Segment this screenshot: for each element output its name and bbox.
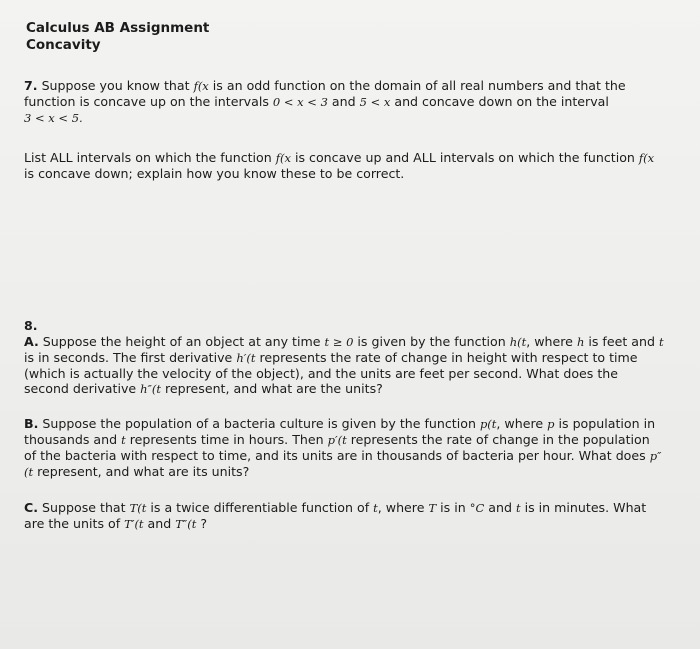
question-8a [24, 334, 664, 397]
q8a-text: is in seconds. The first derivative [24, 350, 237, 365]
q8c-text: , where [377, 500, 429, 515]
q7-text: Suppose you know that [37, 78, 194, 93]
q7-interval: 3 < x < 5. [24, 111, 83, 125]
q8a-math: t [659, 335, 664, 349]
q8a-text: is feet and [584, 334, 659, 349]
q8c-math: t [373, 501, 378, 515]
q8c-math: °C [469, 501, 485, 515]
q8c-text: and [143, 516, 176, 531]
assignment-subtitle: Concavity [26, 37, 101, 53]
question-number: 8. [24, 318, 38, 333]
q7-interval: 0 < x < 3 [272, 95, 328, 109]
q7-text: and [327, 94, 360, 109]
part-label: C. [24, 500, 39, 515]
question-8b [24, 416, 664, 480]
q7-text: and concave down on the interval [390, 94, 609, 109]
q8b-math: p(t [479, 417, 497, 431]
q8a-text: , where [526, 334, 577, 349]
q8a-text: Suppose the height of an object at any time [38, 334, 325, 349]
q8c-text: is a twice differentiable function of [146, 500, 374, 515]
q7-text: List ALL intervals on which the function [24, 150, 276, 165]
q8a-text: represent, and what are the units? [160, 381, 383, 396]
q7-interval: 5 < x [359, 95, 391, 109]
q8c-math: T [428, 501, 437, 515]
q8b-text: Suppose the population of a bacteria culture is given by the function [38, 416, 480, 431]
q8c-text: and [484, 500, 516, 515]
q8c-text: ? [196, 516, 208, 531]
q8a-math: h″(t [140, 382, 161, 396]
q8b-text: represents the rate of change in the population of the bacteria with respect to time, and its units are in thousands of bacteria per hour. What does [24, 432, 650, 463]
q8a-math: h(t [509, 335, 527, 349]
q7-math: f(x [193, 79, 209, 93]
q8c-text: is in minutes. What are the units of [24, 500, 647, 531]
assignment-title: Calculus AB Assignment [26, 20, 210, 36]
q8c-math: T″(t [175, 517, 197, 531]
q8c-text: Suppose that [38, 500, 130, 515]
q8b-text: represents time in hours. Then [125, 432, 328, 447]
q8b-math: p″(t [24, 449, 662, 479]
q8a-math: h′(t [236, 351, 256, 365]
header [26, 20, 209, 54]
q8a-math: h [576, 335, 585, 349]
q8a-math: t ≥ 0 [324, 335, 354, 349]
q8c-math: T′(t [124, 517, 144, 531]
question-7 [24, 78, 664, 126]
q8b-text: is population in thousands and [24, 416, 656, 447]
question-number: 7. [24, 78, 38, 93]
q8a-text: represents the rate of change in height with respect to time (which is actually the velocity of the object), and the units are feet per second. What does the second derivative [24, 350, 638, 396]
part-label: A. [24, 334, 39, 349]
q7-math: f(x [638, 151, 655, 165]
q8c-math: t [515, 501, 521, 515]
q8c-math: T(t [129, 501, 147, 515]
q8b-text: represent, and what are its units? [33, 464, 250, 479]
part-label: B. [24, 416, 39, 431]
question-7-prompt [24, 150, 664, 181]
q7-text: is concave down; explain how you know these to be correct. [24, 166, 405, 181]
question-8c [24, 500, 664, 532]
q8b-math: p [547, 417, 555, 431]
q8c-text: is in [436, 500, 470, 515]
q7-text: is concave up and ALL intervals on which the function [290, 150, 639, 165]
q7-math: f(x [275, 151, 291, 165]
q8a-text: is given by the function [353, 334, 510, 349]
q7-text: is an odd function on the domain of all real numbers and that the function is concave up on the intervals [24, 78, 626, 109]
q8b-text: , where [496, 416, 548, 431]
q8b-math: t [121, 433, 126, 447]
q8b-math: p′(t [327, 433, 347, 447]
